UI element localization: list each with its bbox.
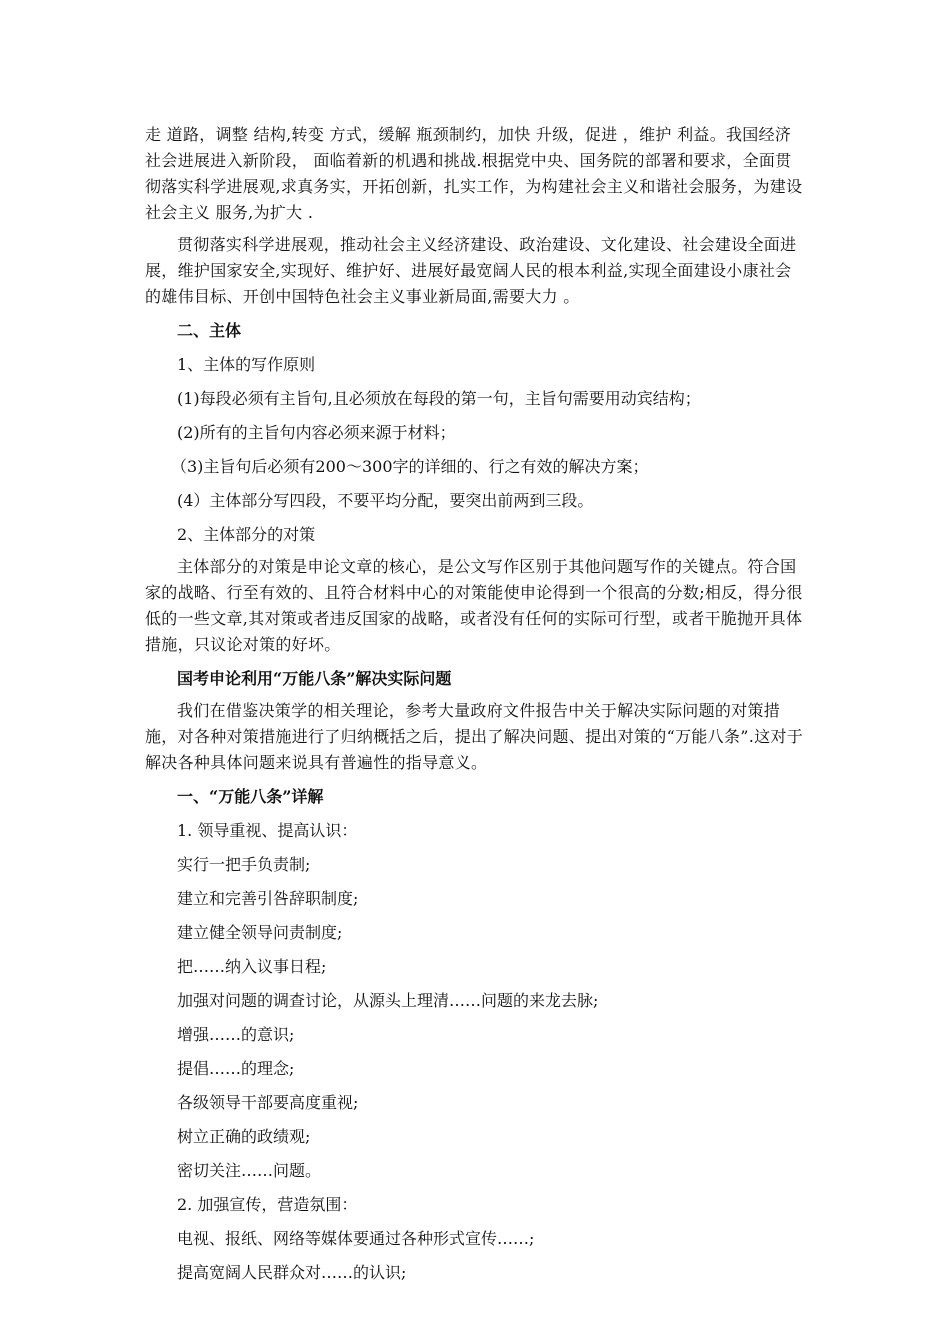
principle-item-2: (2)所有的主旨句内容必须来源于材料； [177, 423, 456, 442]
paragraph-intro: 走 道路，调整 结构,转变 方式，缓解 瓶颈制约，加快 升级，促进 ，维护 利益。我国经济社会进展进入新阶段， 面临着新的机遇和挑战.根据党中央、国务院的部署和要求，全面贯彻落实科学进展观,求真务实，开拓创新，扎实工作，为构建社会主义和谐社会服务，为建设社会主义 服务,为扩大 . [145, 125, 803, 222]
list-item: 电视、报纸、网络等媒体要通过各种形式宣传……; [177, 1229, 535, 1248]
list-item: 密切关注……问题。 [177, 1161, 322, 1180]
rule-2-title: 2. 加强宣传，营造氛围： [177, 1195, 358, 1214]
heading-guokao: 国考申论利用“万能八条”解决实际问题 [177, 669, 452, 688]
paragraph-development: 贯彻落实科学进展观，推动社会主义经济建设、政治建设、文化建设、社会建设全面进展，维护国家安全,实现好、维护好、进展好最宽阔人民的根本利益,实现全面建设小康社会的雄伟目标、开创中国特色社会主义事业新局面,需要大力 。 [145, 235, 797, 306]
list-item: 实行一把手负责制; [177, 855, 311, 874]
paragraph-eight-rules-intro: 我们在借鉴决策学的相关理论，参考大量政府文件报告中关于解决实际问题的对策措施，对各种对策措施进行了归纳概括之后，提出了解决问题、提出对策的“万能八条”.这对于解决各种具体问题来说具有普遍性的指导意义。 [145, 701, 804, 772]
section-countermeasures: 2、主体部分的对策 [177, 525, 316, 544]
rule-1-title: 1. 领导重视、提高认识： [177, 821, 358, 840]
list-item: 建立健全领导问责制度; [177, 923, 343, 942]
list-item: 提倡……的理念; [177, 1059, 295, 1078]
heading-eight-rules-detail: 一、“万能八条”详解 [177, 787, 324, 806]
section-writing-principles: 1、主体的写作原则 [177, 355, 316, 374]
principle-item-4: (4）主体部分写四段，不要平均分配，要突出前两到三段。 [177, 491, 594, 510]
list-item: 提高宽阔人民群众对……的认识; [177, 1263, 407, 1282]
document-body [145, 122, 805, 1286]
list-item: 加强对问题的调查讨论，从源头上理清……问题的来龙去脉; [177, 991, 599, 1010]
heading-main-body: 二、主体 [177, 321, 242, 340]
list-item: 把……纳入议事日程; [177, 957, 327, 976]
list-item: 各级领导干部要高度重视; [177, 1093, 359, 1112]
list-item: 增强……的意识; [177, 1025, 295, 1044]
list-item: 建立和完善引咎辞职制度; [177, 889, 359, 908]
principle-item-1: (1)每段必须有主旨句,且必须放在每段的第一句，主旨句需要用动宾结构； [177, 389, 701, 408]
principle-item-3: （3)主旨句后必须有200～300字的详细的、行之有效的解决方案； [171, 457, 649, 476]
paragraph-countermeasures: 主体部分的对策是申论文章的核心，是公文写作区别于其他问题写作的关键点。符合国家的战略、行至有效的、且符合材料中心的对策能使申论得到一个很高的分数;相反，得分很低的一些文章,其对策或者违反国家的战略，或者没有任何的实际可行型，或者干脆抛开具体措施，只议论对策的好坏。 [145, 557, 803, 654]
list-item: 树立正确的政绩观; [177, 1127, 311, 1146]
